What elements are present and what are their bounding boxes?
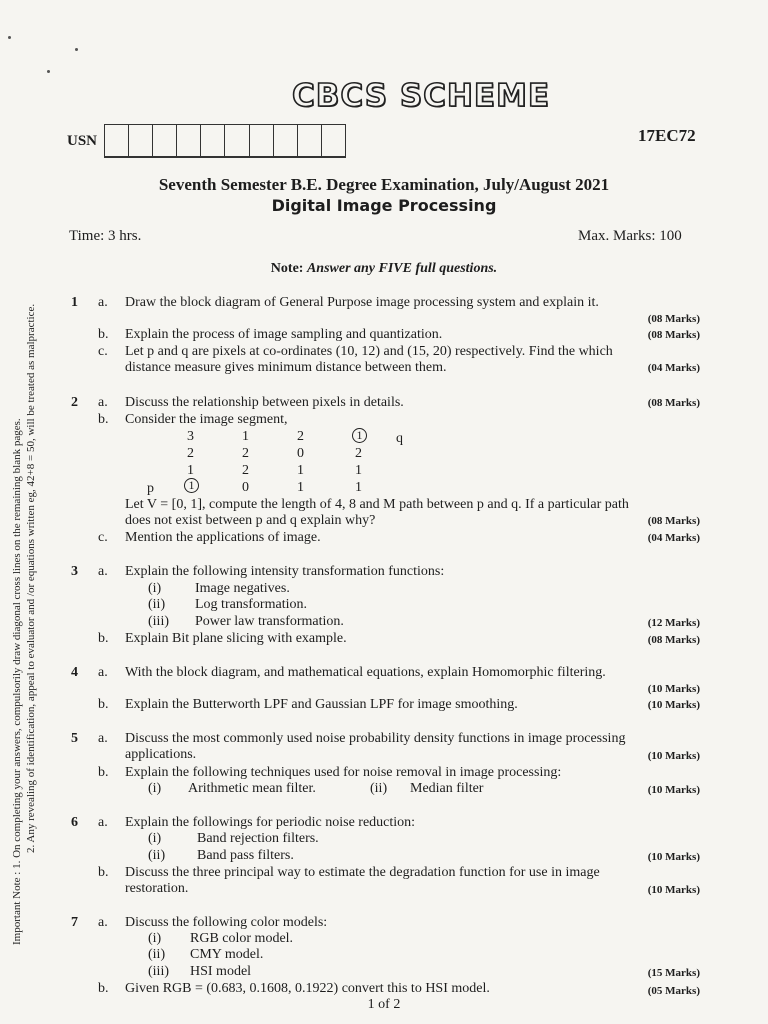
q-label: q	[396, 431, 403, 446]
q7a-item-num: (i)	[148, 931, 162, 946]
q5b-label: b.	[98, 765, 109, 780]
matrix-cell: 1	[297, 463, 304, 478]
q6a-item-text: Band pass filters.	[197, 848, 294, 863]
instruction-note	[0, 261, 768, 277]
matrix-cell: 2	[297, 429, 304, 444]
q6a-item-num: (i)	[148, 831, 162, 846]
matrix-cell: 2	[355, 446, 362, 461]
q1c-text1: Let p and q are pixels at co-ordinates (10, 12) and (15, 20) respectively. Find the which	[125, 344, 613, 359]
usn-box	[201, 125, 225, 156]
usn-box	[177, 125, 201, 156]
q3a-item-text: Power law transformation.	[195, 614, 344, 629]
usn-box	[250, 125, 274, 156]
side-important-note	[10, 265, 38, 945]
scan-speck	[47, 70, 50, 73]
q4b-label: b.	[98, 697, 109, 712]
q7a-item-text: CMY model.	[190, 947, 264, 962]
circled-value: 1	[184, 478, 199, 493]
max-marks-label: Max. Marks: 100	[578, 228, 682, 244]
q5b-item-num: (ii)	[370, 781, 388, 796]
q6b-text1: Discuss the three principal way to estimate the degradation function for use in image	[125, 865, 600, 880]
q7a-text: Discuss the following color models:	[125, 915, 328, 930]
q2c-marks: (04 Marks)	[647, 532, 700, 544]
usn-box	[129, 125, 153, 156]
note-prefix: Note:	[270, 261, 304, 276]
q7b-text: Given RGB = (0.683, 0.1608, 0.1922) convert this to HSI model.	[125, 981, 490, 996]
matrix-cell: 1	[355, 480, 362, 495]
q3a-item-text: Image negatives.	[195, 581, 290, 596]
q5a-text2: applications.	[125, 747, 197, 762]
matrix-cell-p-circled	[184, 478, 199, 494]
q3a-label: a.	[98, 564, 108, 579]
usn-box	[298, 125, 322, 156]
q2-number: 2	[71, 395, 78, 410]
usn-box	[274, 125, 298, 156]
q2a-marks: (08 Marks)	[647, 397, 700, 409]
q6a-item-text: Band rejection filters.	[197, 831, 319, 846]
q1c-label: c.	[98, 344, 108, 359]
q1-number: 1	[71, 295, 78, 310]
q6a-item-num: (ii)	[148, 848, 166, 863]
q5b-item-num: (i)	[148, 781, 162, 796]
matrix-cell: 2	[242, 463, 249, 478]
q2c-label: c.	[98, 530, 108, 545]
q7a-label: a.	[98, 915, 108, 930]
q2b-text: Consider the image segment,	[125, 412, 288, 427]
q7a-item-num: (ii)	[148, 947, 166, 962]
usn-boxes	[104, 124, 346, 158]
q4a-label: a.	[98, 665, 108, 680]
q2a-text: Discuss the relationship between pixels in details.	[125, 395, 404, 410]
q5a-text1: Discuss the most commonly used noise probability density functions in image processing	[125, 731, 626, 746]
q5b-item-text: Median filter	[410, 781, 484, 796]
matrix-cell: 2	[187, 446, 194, 461]
q3a-item-text: Log transformation.	[195, 597, 307, 612]
usn-box	[225, 125, 249, 156]
q1a-text: Draw the block diagram of General Purpose image processing system and explain it.	[125, 295, 599, 310]
matrix-cell: 1	[297, 480, 304, 495]
q1c-marks: (04 Marks)	[647, 362, 700, 374]
q4a-text: With the block diagram, and mathematical equations, explain Homomorphic filtering.	[125, 665, 606, 680]
circled-value: 1	[352, 428, 367, 443]
subject-title: Digital Image Processing	[271, 196, 497, 215]
q5b-text: Explain the following techniques used for noise removal in image processing:	[125, 765, 562, 780]
usn-box	[105, 125, 129, 156]
q3a-item-num: (ii)	[148, 597, 166, 612]
q3a-marks: (12 Marks)	[647, 617, 700, 629]
side-note-line1: Important Note : 1. On completing your answers, compulsorily draw diagonal cross lines on the remaining blank pages.	[11, 418, 23, 945]
q1b-text: Explain the process of image sampling and quantization.	[125, 327, 443, 342]
q6b-marks: (10 Marks)	[647, 884, 700, 896]
matrix-cell: 1	[355, 463, 362, 478]
q6b-label: b.	[98, 865, 109, 880]
q7-number: 7	[71, 915, 78, 930]
q7a-marks: (15 Marks)	[647, 967, 700, 979]
q3b-label: b.	[98, 631, 109, 646]
scan-speck	[8, 36, 11, 39]
q7a-item-text: RGB color model.	[190, 931, 294, 946]
p-label: p	[147, 481, 154, 496]
q3a-item-num: (i)	[148, 581, 162, 596]
q5a-label: a.	[98, 731, 108, 746]
q3b-text: Explain Bit plane slicing with example.	[125, 631, 347, 646]
matrix-cell: 2	[242, 446, 249, 461]
note-text: Answer any FIVE full questions.	[306, 261, 498, 276]
q2c-text: Mention the applications of image.	[125, 530, 321, 545]
time-label: Time: 3 hrs.	[69, 228, 142, 244]
matrix-cell: 0	[242, 480, 249, 495]
q5b-item-text: Arithmetic mean filter.	[188, 781, 316, 796]
q6a-label: a.	[98, 815, 108, 830]
q1a-label: a.	[98, 295, 108, 310]
q1a-marks: (08 Marks)	[647, 313, 700, 325]
matrix-cell: 1	[242, 429, 249, 444]
q5b-marks: (10 Marks)	[647, 784, 700, 796]
q5a-marks: (10 Marks)	[647, 750, 700, 762]
matrix-cell-q-circled	[352, 428, 367, 444]
q1b-marks: (08 Marks)	[647, 329, 700, 341]
q4b-text: Explain the Butterworth LPF and Gaussian LPF for image smoothing.	[125, 697, 518, 712]
usn-box	[153, 125, 177, 156]
q7a-item-text: HSI model	[190, 964, 252, 979]
matrix-cell: 1	[187, 463, 194, 478]
q7a-item-num: (iii)	[148, 964, 169, 979]
q6-number: 6	[71, 815, 78, 830]
scan-speck	[75, 48, 78, 51]
matrix-cell: 3	[187, 429, 194, 444]
q2b-marks: (08 Marks)	[647, 515, 700, 527]
q6a-marks: (10 Marks)	[647, 851, 700, 863]
q3a-item-num: (iii)	[148, 614, 169, 629]
usn-label: USN	[67, 133, 98, 149]
q1c-text2: distance measure gives minimum distance between them.	[125, 360, 447, 375]
matrix-cell: 0	[297, 446, 304, 461]
exam-title: Seventh Semester B.E. Degree Examination, July/August 2021	[158, 175, 610, 194]
usn-box	[322, 125, 345, 156]
q6b-text2: restoration.	[125, 881, 189, 896]
q6a-text: Explain the followings for periodic noise reduction:	[125, 815, 416, 830]
q3a-text: Explain the following intensity transformation functions:	[125, 564, 445, 579]
q2a-label: a.	[98, 395, 108, 410]
subject-code: 17EC72	[638, 126, 696, 145]
q7b-marks: (05 Marks)	[647, 985, 700, 997]
q7b-label: b.	[98, 981, 109, 996]
q4a-marks: (10 Marks)	[647, 683, 700, 695]
q3-number: 3	[71, 564, 78, 579]
q2b-label: b.	[98, 412, 109, 427]
q2b-text2: Let V = [0, 1], compute the length of 4, 8 and M path between p and q. If a particular path	[125, 497, 629, 512]
side-note-line2: 2. Any revealing of identification, appeal to evaluator and /or equations written eg, 42+8 = 50, will be treated as malpractice.	[25, 303, 37, 853]
q2b-text3: does not exist between p and q explain why?	[125, 513, 376, 528]
q4b-marks: (10 Marks)	[647, 699, 700, 711]
scheme-logo: CBCS SCHEME	[292, 78, 551, 114]
q4-number: 4	[71, 665, 78, 680]
q1b-label: b.	[98, 327, 109, 342]
page-number: 1 of 2	[367, 997, 401, 1012]
q3b-marks: (08 Marks)	[647, 634, 700, 646]
q5-number: 5	[71, 731, 78, 746]
